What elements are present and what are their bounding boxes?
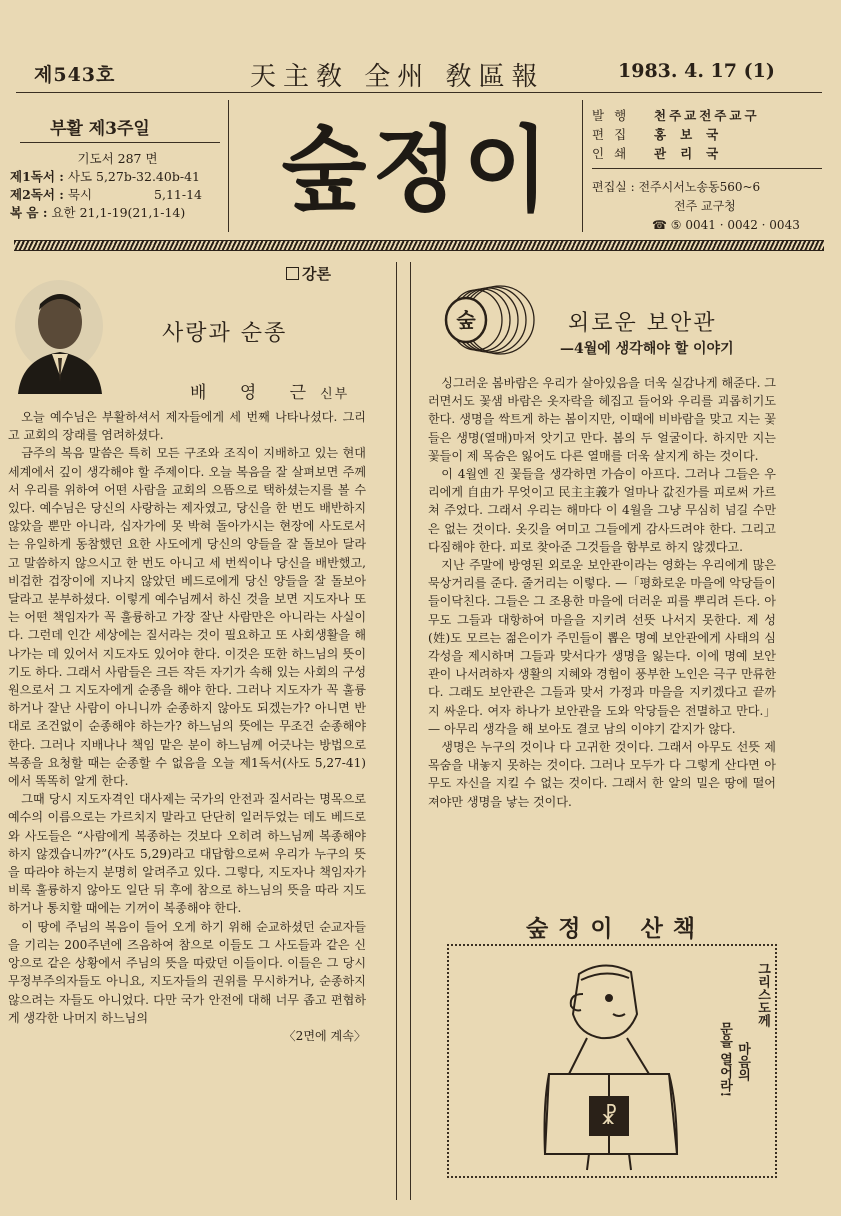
disc-logo-icon [438, 282, 538, 358]
editorial-office [592, 178, 822, 235]
svg-text:숲: 숲 [456, 308, 476, 332]
masthead: 숲정이 [281, 115, 555, 224]
article-paragraph: 지난 주말에 방영된 외로운 보안관이라는 영화는 우리에게 많은 묵상거리를 준다. 줄거리는 이렇다. —「평화로운 마을에 악당들이 들이닥친다. 그들은 그 조용한 마을에 더러운 피를 뿌리려 든다. 아무도 그들과 대항하여 마을을 지키려 선뜻 나서지 못한다. 제 성(姓)도 모르는 젊은이가 주민들이 뽑은 명예 보안관에게 사태의 심각성을 제시하며 그들과 맞서다가 생명을 잃는다. 이에 명예 보안관이 나서려하자 생활의 지혜와 경험이 풍부한 노인은 극구 만류한다. 그래도 보안관은 그들과 맞서 가정과 마을을 지키겠다고 끝까지 싸운다. 여자 하나가 보안관을 도와 악당들은 전멸하고 만다.」— 아무리 생각을 해 보아도 결코 남의 이야기 같지가 않다. [428, 558, 776, 736]
article-paragraph: 이 4월엔 진 꽃들을 생각하면 가슴이 아프다. 그러나 그들은 우리에게 自由가 무엇이고 民主主義가 얼마나 값진가를 피로써 가르쳐 주었다. 그래서 우리는 해마다 이 4월을 그냥 무심히 넘길 수만은 없는 것이다. 옷깃을 여미고 그들에게 감사드려야 한다. 그리고 다짐해야 한다. 피로 찾아준 그것들을 함부로 하지 않겠다고. [428, 467, 776, 554]
cartoon-caption-2: 마음의 [735, 1042, 750, 1081]
gospel-reading: 복 음 : 요한 21,1-19(21,1-14) [10, 205, 186, 220]
cartoon-frame [447, 944, 777, 1178]
cartoon-figure-icon [509, 954, 709, 1174]
publisher-row: 발행 천주교전주교구 [592, 108, 760, 123]
article-body [428, 374, 776, 811]
publisher-info [592, 106, 822, 163]
printer-row: 인쇄 관리국 [592, 146, 733, 161]
liturgical-day: 부활 제3주일 [50, 119, 150, 139]
checkbox-square-icon [286, 267, 299, 280]
header-hatch-bar [14, 240, 824, 251]
cartoon-title: 숲정이 산책 [526, 915, 706, 942]
editorial-paragraph: 오늘 예수님은 부활하셔서 제자들에게 세 번째 나타나셨다. 그리고 교회의 장래를 염려하셨다. [8, 410, 366, 443]
editorial-author: 배 영 근신부 [190, 383, 350, 403]
article-title: 외로운 보안관 [568, 311, 717, 336]
masthead-divider-left [228, 100, 229, 232]
column-divider [396, 262, 397, 1200]
editorial-paragraph: 금주의 복음 말씀은 특히 모든 구조와 조직이 지배하고 있는 현대 세계에서 깊이 생각해야 할 주제이다. 오늘 복음을 잘 살펴보면 주께서 우리를 위하여 어떤 사람을 교회의 으뜸으로 택하셨는지를 볼 수 있다. 예수님은 당신의 사랑하는 제자였고, 당신을 한 번도 배반하지 않았을 뿐만 아니라, 십자가에 못 박혀 돌아가시는 현장에 사도로서는 유일하게 동참했던 요한 사도에게 당신의 양들을 잘 돌보아 달라고 말씀하지 않으시고 한 번도 아니고 세 번씩이나 당신을 배반했고, 비겁한 겁장이에 지나지 않았던 베드로에게 당신 양들을 잘 돌보아 달라고 분부하셨다. 이렇게 예수님께서 하신 것을 보면 지도자나 또는 어떤 책임자가 꼭 훌륭하고 가장 잘난 사람만은 아니라는 사실이다. 그런데 인간 세상에는 질서라는 것이 필요하고 또 사회생활을 해나가는 데 있어서 지도자도 있어야 한다. 이것은 또한 하느님의 뜻이기도 하다. 그래서 사람들은 크든 작든 자기가 속해 있는 사회의 구성원으로서 그 지도자에게 순종을 해야 한다. 그러나 지도자가 꼭 훌륭하거나 잘난 사람이 아니니까 순종하지 않아도 되겠는가? 아니면 반대로 조건없이 순종해야 하는가? 하느님의 뜻에는 무조건 순종해야 한다. 그러나 지배나나 책임 맡은 분이 하느님께 어긋나는 방법으로 복종을 요청할 때는 순종할 수 없음을 오늘 제1독서(사도 5,27-41)에서 똑똑히 알게 한다. [8, 446, 366, 789]
column-divider-2 [410, 262, 411, 1200]
editor-row: 편집 홍보국 [592, 127, 733, 142]
masthead-divider-right [582, 100, 583, 232]
editorial-body [8, 408, 366, 1045]
office-phone: ☎ ⑤ 0041 · 0042 · 0043 [652, 218, 800, 232]
second-reading: 제2독서 : 묵시 5,11-14 [10, 187, 202, 202]
issue-number: 제543호 [34, 64, 116, 86]
section-tag: 강론 [286, 263, 331, 284]
issue-date: 1983. 4. 17 (1) [618, 60, 775, 82]
editorial-paragraph: 그때 당시 지도자격인 대사제는 국가의 안전과 질서라는 명목으로 예수의 이름으로는 가르치지 말라고 단단히 일러두었는 데도 베드로와 사도들은 “사람에게 복종하는 것보다 오히려 하느님께 복종해야 하지 않겠습니까?”(사도 5,29)라고 대답함으로써 우리가 누구의 뜻을 따라야 하는지 분명히 알려주고 있다. 그렇다, 지도자나 책임자가 비록 훌륭하지 않아도 일단 뒤 후에 참으로 하느님의 뜻을 따라 지도하거나 통치할 때에는 기꺼이 복종해야 한다. [8, 792, 366, 916]
header-rule [16, 92, 822, 93]
publisher-rule [592, 168, 822, 169]
cartoon-caption-3: 문을 열어라! [717, 1022, 732, 1098]
prayer-book-page: 기도서 287 면 [77, 151, 158, 166]
office-address: 편집실 : 전주시서노송동560~6 [592, 180, 761, 194]
article-subtitle: —4월에 생각해야 할 이야기 [560, 341, 734, 357]
first-reading: 제1독서 : 사도 5,27b-32.40b-41 [10, 169, 200, 184]
office-name: 전주 교구청 [674, 199, 736, 213]
author-portrait [8, 276, 110, 394]
continued-note: 〈2면에 계속〉 [283, 1028, 366, 1043]
readings-rule [20, 142, 220, 143]
editorial-title: 사랑과 순종 [162, 321, 288, 346]
readings-box [10, 150, 225, 222]
svg-text:☧: ☧ [600, 1105, 618, 1130]
cartoon-caption-1: 그리스도께 [755, 962, 770, 1027]
article-paragraph: 싱그러운 봄바람은 우리가 살아있음을 더욱 실감나게 해준다. 그러면서도 꽃샘 바람은 옷자락을 헤집고 들어와 우리를 괴롭히기도 한다. 생명을 싹트게 하는 봄이지만, 이때에 비바람을 맞고 지는 꽃들은 생명(열매)마저 앗기고 만다. 봄의 두 얼굴이다. 하지만 지는 꽃들이 제 목숨은 잃어도 다른 열매를 더욱 살지게 하는 것이다. [428, 376, 776, 463]
editorial-paragraph: 이 땅에 주님의 복음이 들어 오게 하기 위해 순교하셨던 순교자들을 기리는 200주년에 즈음하여 참으로 이들도 그 사도들과 같은 신앙으로 같은 상황에서 주님의 뜻을 따랐던 이들이다. 이들은 그 당시 무정부주의자들도 아니요, 지도자들의 권위를 무시하거나, 순종하지 않으려는 자들도 아니었다. 다만 국가 안전에 대해 너무 좁고 편협하게 생각한 나머지 하느님의 [8, 919, 366, 1025]
article-paragraph: 생명은 누구의 것이나 다 고귀한 것이다. 그래서 아무도 선뜻 제 목숨을 내놓지 못하는 것이다. 그러나 모두가 다 그렇게 산다면 아무도 자신을 지킬 수 없는 것이다. 그래서 한 알의 밀은 땅에 떨어져야만 생명을 낳는 것이다. [428, 740, 776, 809]
paper-name: 天主敎 全州 敎區報 [250, 62, 545, 92]
